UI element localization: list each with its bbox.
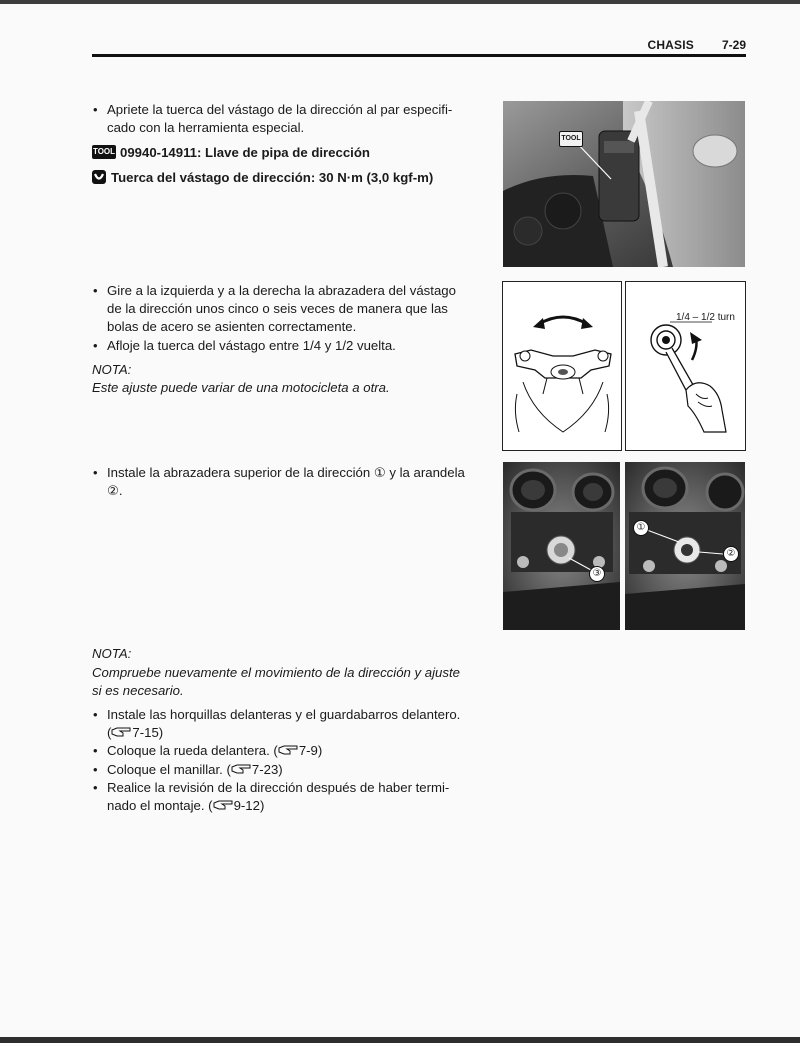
- step4-bullet3-ref: 7-23): [251, 762, 283, 777]
- torque-spec: [92, 168, 433, 186]
- step4-bullet4-line1: Realice la revisión de la dirección después de haber termi-: [107, 780, 450, 795]
- step4-bullet4-line2: nado el montaje. (: [107, 798, 213, 813]
- callout-1: ①: [633, 520, 649, 536]
- step3-bullet: [107, 464, 482, 500]
- step2-bullet1: [107, 282, 482, 336]
- step1-bullet-line2: cado con la herramienta especial.: [107, 120, 305, 135]
- top-border: [0, 0, 800, 4]
- photo-tool-tag: TOOL: [559, 131, 583, 147]
- bullet-dot: •: [93, 283, 98, 298]
- page-reference-icon: [111, 727, 131, 738]
- turn-amount-label: 1/4 – 1/2 turn: [676, 312, 735, 323]
- nut-loosen-diagram: [625, 281, 746, 451]
- step4-bullet2: [107, 742, 482, 760]
- header-rule: [92, 54, 746, 57]
- step2-note-label: NOTA:: [92, 362, 132, 377]
- bottom-border: [0, 1037, 800, 1043]
- step3-bullet-line1: Instale la abrazadera superior de la dirección ① y la arandela: [107, 465, 465, 480]
- bullet-dot: •: [93, 743, 98, 758]
- step1-bullet: [107, 101, 482, 137]
- step4-bullet3-text: Coloque el manillar. (: [107, 762, 231, 777]
- step2-bullet1-line2: de la dirección unos cinco o seis veces de manera que las: [107, 301, 448, 316]
- step4-bullet4: [107, 779, 482, 815]
- bullet-dot: •: [93, 102, 98, 117]
- section-title: CHASIS: [647, 38, 694, 52]
- step4-bullet2-ref: 7-9): [298, 743, 323, 758]
- callout-3: ③: [589, 566, 605, 582]
- step4-bullet3: [107, 761, 482, 779]
- step2-bullet2: Afloje la tuerca del vástago entre 1/4 y 1/2 vuelta.: [107, 338, 396, 353]
- washer-photo: [625, 462, 745, 630]
- torque-wrench-icon: [92, 170, 106, 184]
- page-number: 7-29: [721, 38, 746, 52]
- page-reference-icon: [231, 764, 251, 775]
- tool-icon: TOOL: [92, 145, 116, 159]
- bullet-dot: •: [93, 465, 98, 480]
- step4-bullet1-line1: Instale las horquillas delanteras y el guardabarros delantero.: [107, 707, 461, 722]
- bullet-dot: •: [93, 762, 98, 777]
- upper-clamp-photo: [503, 462, 620, 630]
- page-header: [92, 36, 746, 56]
- steering-nut-photo: [503, 101, 745, 267]
- bullet-dot: •: [93, 338, 98, 353]
- page-reference-icon: [278, 745, 298, 756]
- callout-2: ②: [723, 546, 739, 562]
- step2-note-text: Este ajuste puede variar de una motocicleta a otra.: [92, 380, 390, 395]
- step1-bullet-line1: Apriete la tuerca del vástago de la dirección al par especifi-: [107, 102, 453, 117]
- step4-note-label: NOTA:: [92, 646, 132, 661]
- tool-spec: [92, 143, 370, 161]
- step3-bullet-line2: ②.: [107, 483, 123, 498]
- clamp-turn-diagram: [502, 281, 622, 451]
- step4-bullet2-text: Coloque la rueda delantera. (: [107, 743, 278, 758]
- step4-note-line1: Compruebe nuevamente el movimiento de la dirección y ajuste: [92, 665, 460, 680]
- step4-note-line2: si es necesario.: [92, 683, 184, 698]
- page-reference-icon: [213, 800, 233, 811]
- step2-bullet1-line1: Gire a la izquierda y a la derecha la abrazadera del vástago: [107, 283, 456, 298]
- tool-spec-text: 09940-14911: Llave de pipa de dirección: [120, 144, 370, 160]
- step4-bullet1-ref: 7-15): [132, 725, 164, 740]
- step4-bullet4-ref: 9-12): [233, 798, 265, 813]
- step4-bullet1: Instale las horquillas delanteras y el guardabarros delantero. ( 7-15): [107, 707, 461, 740]
- bullet-dot: •: [93, 780, 98, 795]
- step2-bullet1-line3: bolas de acero se asienten correctamente.: [107, 319, 357, 334]
- bullet-dot: •: [93, 707, 98, 722]
- torque-spec-text: Tuerca del vástago de dirección: 30 N·m (3,0 kgf-m): [111, 169, 434, 185]
